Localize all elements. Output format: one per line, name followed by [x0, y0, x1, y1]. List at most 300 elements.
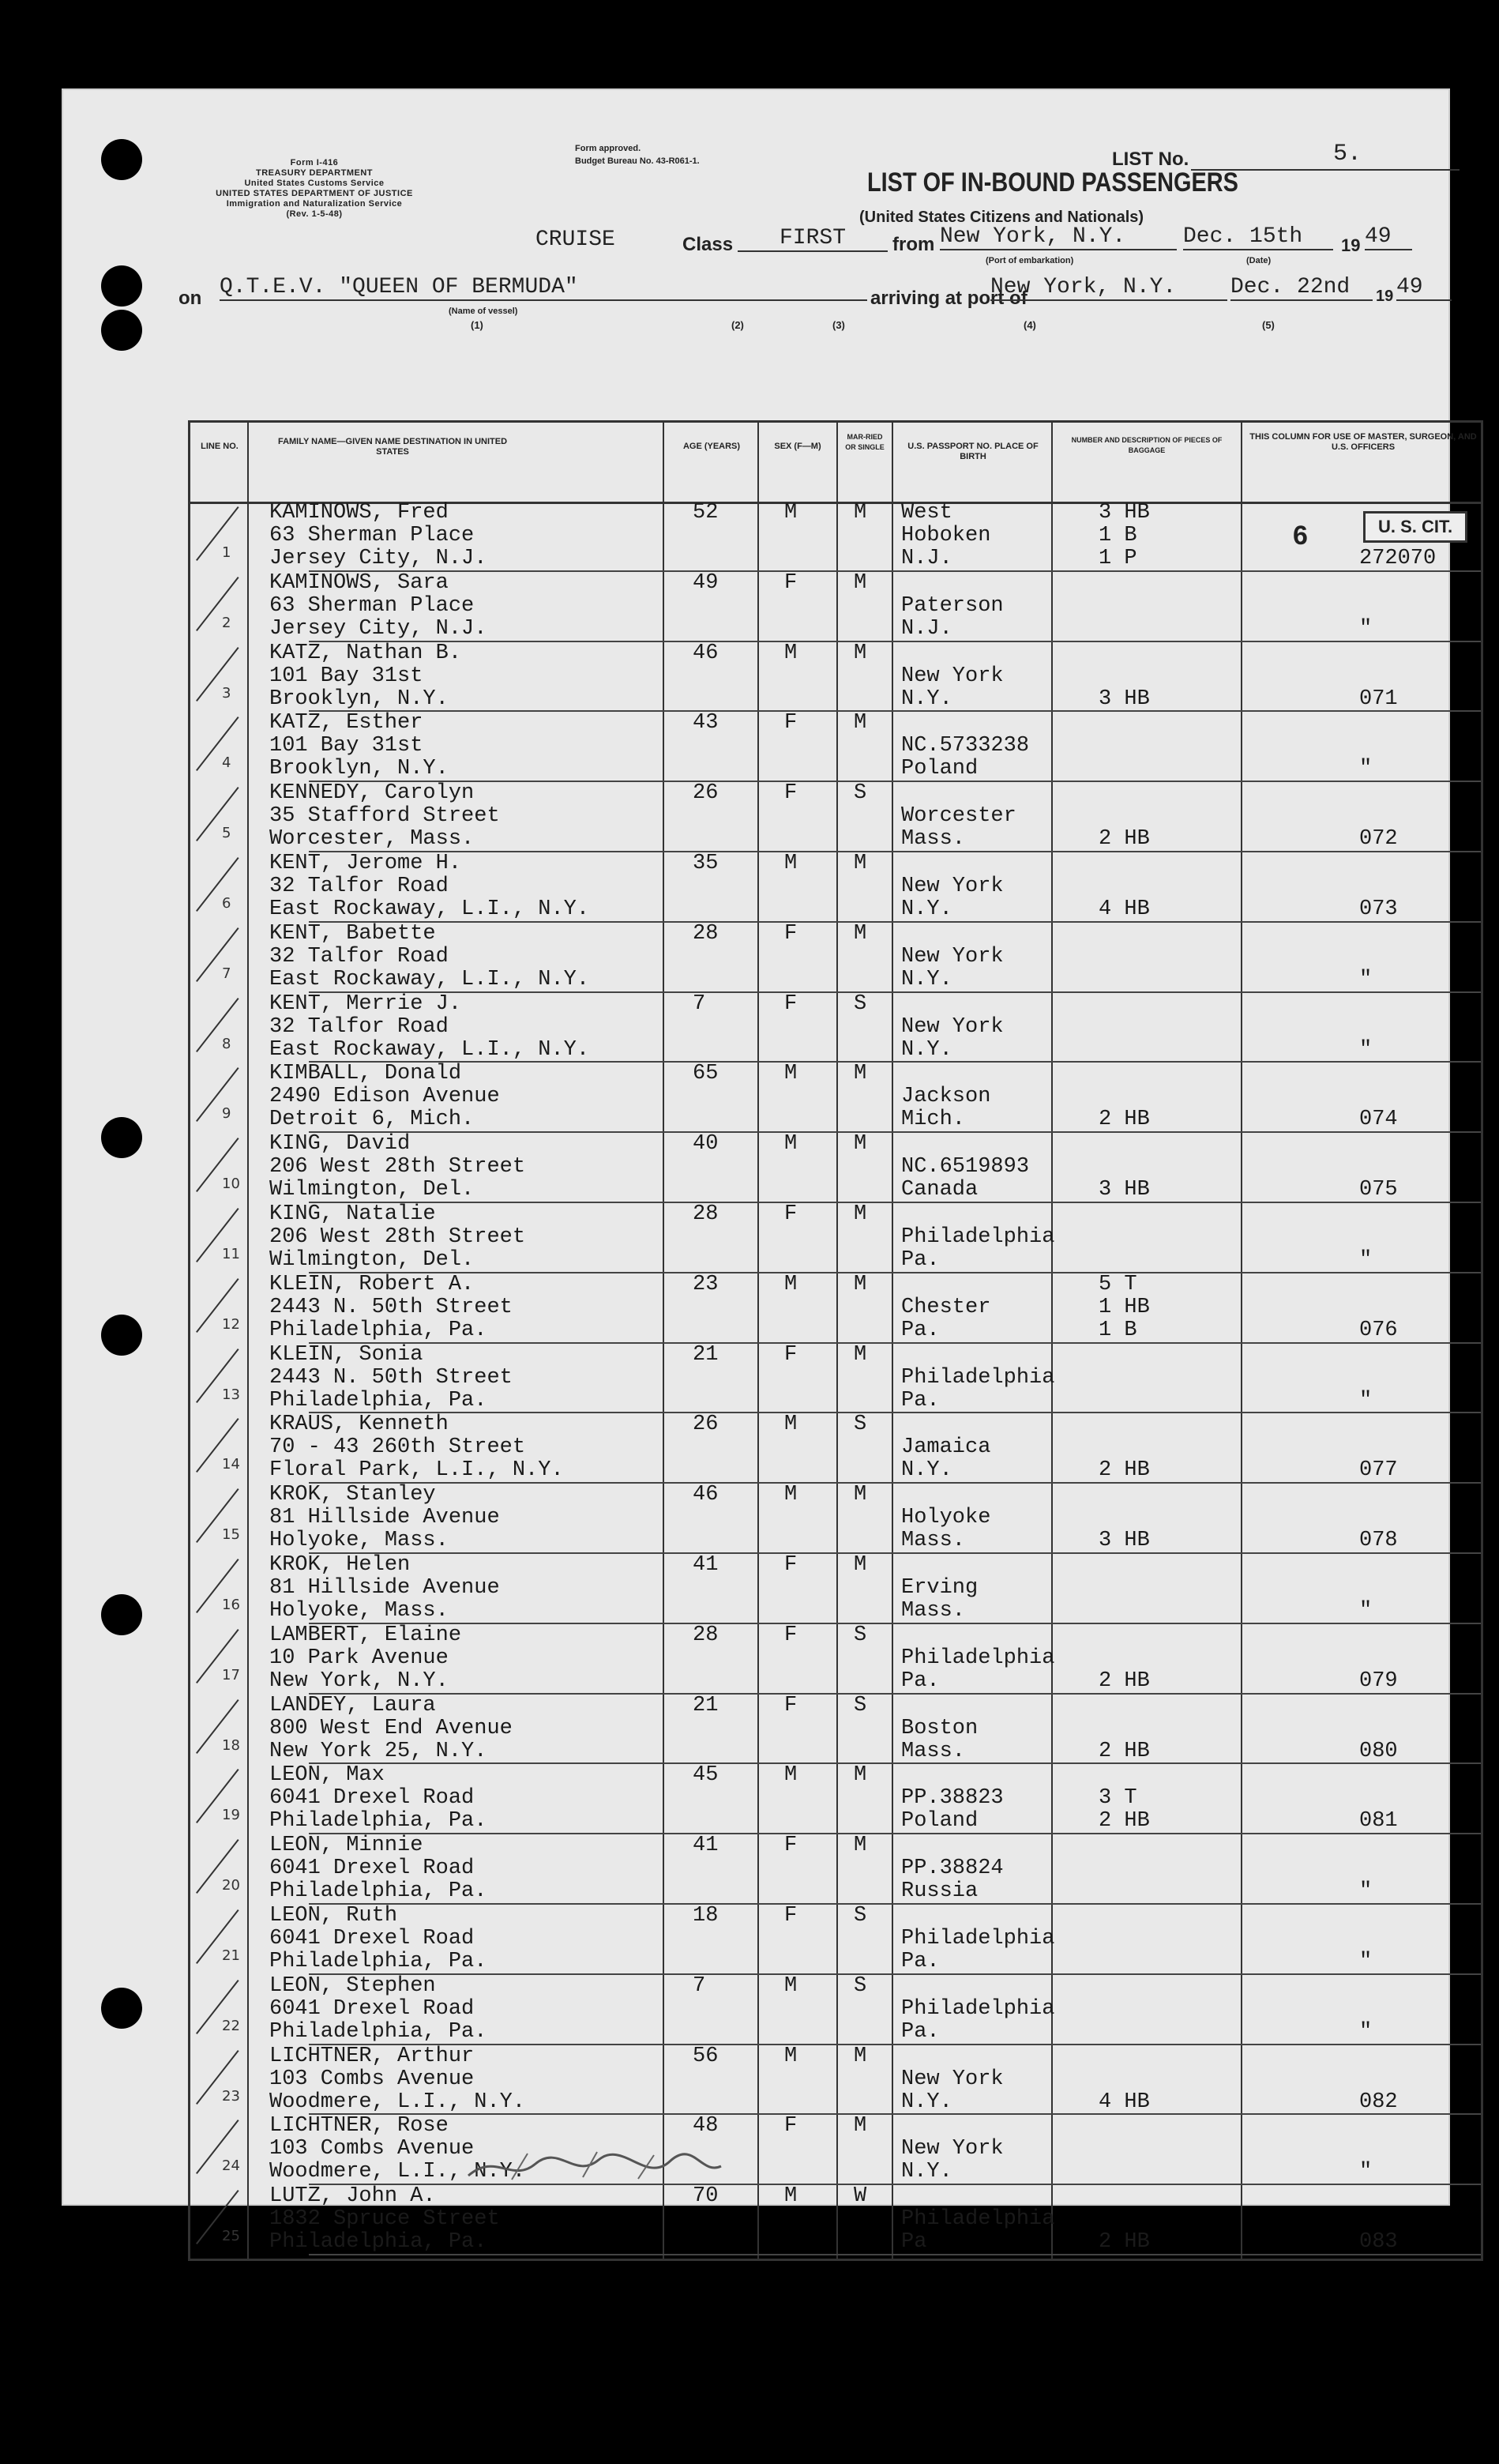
- address-line-2: Philadelphia, Pa.: [269, 1809, 487, 1834]
- port-embark-caption: (Port of embarkation): [986, 256, 1074, 265]
- passport-line-2: Paterson: [901, 593, 1004, 618]
- age-value: 28: [693, 1202, 719, 1226]
- justice-dept: UNITED STATES DEPARTMENT OF JUSTICE: [216, 189, 413, 198]
- address-line-1: 35 Stafford Street: [269, 804, 500, 829]
- table-row: [190, 1624, 1481, 1695]
- passport-line-2: Jamaica: [901, 1435, 991, 1460]
- marital-status: S: [854, 1623, 867, 1647]
- table-row: [190, 852, 1481, 923]
- check-tick: [196, 787, 239, 841]
- passport-line-3: Poland: [901, 1809, 979, 1834]
- check-tick: [196, 647, 239, 702]
- col-officers: THIS COLUMN FOR USE OF MASTER, SURGEON, AND U.S. OFFICERS: [1249, 432, 1477, 452]
- check-tick: [196, 927, 239, 982]
- col-number-4: (4): [1024, 319, 1036, 331]
- marital-status: M: [854, 1202, 867, 1226]
- passport-line-3: N.Y.: [901, 1037, 952, 1062]
- baggage-line-1: 3 HB: [1099, 501, 1150, 525]
- address-line-1: 6041 Drexel Road: [269, 1996, 475, 2021]
- baggage-line-3: 1 B: [1099, 1318, 1137, 1342]
- marital-status: M: [854, 852, 867, 875]
- line-number: 14: [222, 1456, 240, 1473]
- address-line-1: 2490 Edison Avenue: [269, 1085, 500, 1109]
- form-id-block: [188, 158, 441, 220]
- punch-hole: [101, 1988, 142, 2029]
- page-subtitle: (United States Citizens and Nationals): [859, 209, 1144, 226]
- manifest-sheet: [62, 88, 1477, 2255]
- marital-status: M: [854, 921, 867, 946]
- col-sex: SEX (F—M): [774, 442, 821, 451]
- passport-line-3: N.Y.: [901, 2090, 952, 2114]
- officer-number: ": [1359, 2019, 1373, 2044]
- col-married: MAR-RIED OR SINGLE: [845, 433, 885, 451]
- address-line-1: 32 Talfor Road: [269, 1014, 449, 1039]
- passport-line-2: New York: [901, 944, 1004, 969]
- passport-line-3: Russia: [901, 1879, 979, 1904]
- passenger-name: KLEIN, Robert A.: [269, 1272, 475, 1296]
- passenger-name: KENT, Jerome H.: [269, 852, 462, 875]
- marital-status: M: [854, 1834, 867, 1858]
- passport-line-3: Mass.: [901, 1739, 966, 1763]
- address-line-1: 10 Park Avenue: [269, 1646, 449, 1670]
- passenger-table: [188, 420, 1483, 2261]
- age-value: 23: [693, 1272, 719, 1296]
- cruise-label: CRUISE: [535, 228, 615, 252]
- address-line-1: 70 - 43 260th Street: [269, 1435, 526, 1460]
- col-number-2: (2): [731, 319, 744, 331]
- embark-port: New York, N.Y.: [940, 224, 1177, 250]
- address-line-2: Woodmere, L.I., N.Y.: [269, 2090, 526, 2114]
- marital-status: M: [854, 1272, 867, 1296]
- officer-number: ": [1359, 757, 1373, 781]
- sex-value: F: [784, 711, 798, 735]
- baggage-line-3: 2 HB: [1099, 1668, 1150, 1693]
- col-name: FAMILY NAME—GIVEN NAME DESTINATION IN UNITED STATES: [277, 437, 508, 457]
- table-row: [190, 923, 1481, 993]
- line-number: 22: [222, 2017, 240, 2034]
- sex-value: M: [784, 1973, 798, 1998]
- col-baggage: NUMBER AND DESCRIPTION OF PIECES OF BAGGAGE: [1071, 436, 1223, 454]
- col-number-3: (3): [832, 319, 845, 331]
- passport-line-2: New York: [901, 875, 1004, 898]
- sex-value: M: [784, 2184, 798, 2209]
- sex-value: M: [784, 1413, 798, 1437]
- check-tick: [196, 998, 239, 1052]
- page-title: LIST OF IN-BOUND PASSENGERS: [867, 167, 1238, 197]
- passport-line-3: Pa.: [901, 1248, 940, 1272]
- budget-bureau: Budget Bureau No. 43-R061-1.: [575, 156, 700, 166]
- age-value: 43: [693, 711, 719, 735]
- treasury-dept: TREASURY DEPARTMENT: [255, 168, 374, 178]
- passport-line-2: Philadelphia: [901, 1996, 1055, 2021]
- sex-value: M: [784, 501, 798, 525]
- passenger-name: LEON, Max: [269, 1763, 385, 1788]
- on-label: on: [178, 288, 202, 309]
- passport-line-3: Mass.: [901, 1599, 966, 1623]
- address-line-1: 81 Hillside Avenue: [269, 1506, 500, 1530]
- from-label: from: [892, 234, 935, 255]
- sex-value: F: [784, 1553, 798, 1577]
- address-line-2: Worcester, Mass.: [269, 827, 475, 852]
- check-tick: [196, 577, 239, 631]
- baggage-line-3: 2 HB: [1099, 827, 1150, 852]
- passenger-name: KING, David: [269, 1132, 411, 1157]
- table-row: [190, 1554, 1481, 1624]
- address-line-2: Holyoke, Mass.: [269, 1529, 449, 1553]
- passenger-name: LICHTNER, Rose: [269, 2114, 449, 2139]
- table-row: [190, 1905, 1481, 1975]
- group-mark: 6: [1293, 521, 1308, 551]
- table-row: [190, 572, 1481, 642]
- officer-number: 072: [1359, 827, 1398, 852]
- sex-value: F: [784, 1834, 798, 1858]
- line-number: 11: [222, 1246, 240, 1262]
- line-number: 8: [222, 1035, 231, 1052]
- passenger-name: KAMINOWS, Fred: [269, 501, 449, 525]
- address-line-1: 103 Combs Avenue: [269, 2137, 475, 2161]
- age-value: 56: [693, 2044, 719, 2068]
- address-line-2: Philadelphia, Pa.: [269, 1318, 487, 1342]
- sex-value: M: [784, 1483, 798, 1507]
- address-line-1: 32 Talfor Road: [269, 944, 449, 969]
- list-number-value: 5.: [1333, 141, 1362, 167]
- table-row: [190, 1063, 1481, 1133]
- line-number: 9: [222, 1105, 231, 1123]
- line-number: 13: [222, 1386, 240, 1403]
- baggage-line-2: 3 T: [1099, 1786, 1137, 1811]
- check-tick: [196, 717, 239, 771]
- address-line-2: Brooklyn, N.Y.: [269, 687, 449, 711]
- address-line-2: Philadelphia, Pa.: [269, 2019, 487, 2044]
- age-value: 41: [693, 1553, 719, 1577]
- sex-value: F: [784, 1904, 798, 1928]
- passenger-name: KIMBALL, Donald: [269, 1062, 462, 1086]
- marital-status: M: [854, 711, 867, 735]
- passport-line-2: Philadelphia: [901, 1927, 1055, 1951]
- line-number: 23: [222, 2087, 240, 2105]
- line-number: 5: [222, 825, 231, 842]
- passport-line-2: New York: [901, 2067, 1004, 2091]
- passport-line-2: PP.38824: [901, 1856, 1004, 1881]
- address-line-1: 101 Bay 31st: [269, 734, 423, 758]
- line-number: 18: [222, 1736, 240, 1754]
- col-age: AGE (YEARS): [682, 442, 741, 451]
- arriving-label: arriving at port of: [870, 288, 1028, 309]
- marital-status: M: [854, 1763, 867, 1788]
- sex-value: M: [784, 2044, 798, 2068]
- passport-line-2: Erving: [901, 1576, 979, 1600]
- passport-line-2: Chester: [901, 1295, 991, 1319]
- passenger-name: KAMINOWS, Sara: [269, 570, 449, 595]
- inspector-signature: [464, 2144, 725, 2191]
- baggage-line-3: 4 HB: [1099, 897, 1150, 921]
- age-value: 52: [693, 501, 719, 525]
- sex-value: F: [784, 2114, 798, 2139]
- baggage-line-3: 3 HB: [1099, 1178, 1150, 1202]
- table-row: [190, 1975, 1481, 2045]
- address-line-1: 2443 N. 50th Street: [269, 1295, 513, 1319]
- address-line-1: 101 Bay 31st: [269, 664, 423, 688]
- passenger-name: KENT, Babette: [269, 921, 436, 946]
- line-number: 6: [222, 895, 231, 912]
- address-line-2: East Rockaway, L.I., N.Y.: [269, 1037, 590, 1062]
- class-value: FIRST: [738, 226, 888, 252]
- passport-line-3: Mich.: [901, 1108, 966, 1132]
- form-number: Form I-416: [290, 158, 339, 167]
- baggage-line-2: 1 B: [1099, 524, 1137, 547]
- passport-line-2: New York: [901, 1014, 1004, 1039]
- officer-number: 081: [1359, 1809, 1398, 1834]
- passport-line-3: N.Y.: [901, 1458, 952, 1483]
- officer-number: ": [1359, 1879, 1373, 1904]
- passport-line-2: Philadelphia: [901, 1225, 1055, 1249]
- passport-line-2: Boston: [901, 1716, 979, 1740]
- citizen-stamp: U. S. CIT.: [1363, 511, 1467, 543]
- address-line-1: 63 Sherman Place: [269, 593, 475, 618]
- passenger-name: KENT, Merrie J.: [269, 991, 462, 1016]
- embark-year-prefix: 19: [1341, 235, 1361, 255]
- passenger-name: LUTZ, John A.: [269, 2184, 436, 2209]
- passenger-name: KATZ, Esther: [269, 711, 423, 735]
- address-line-2: Floral Park, L.I., N.Y.: [269, 1458, 564, 1483]
- line-number: 19: [222, 1807, 240, 1824]
- baggage-line-3: 1 P: [1099, 547, 1137, 570]
- age-value: 49: [693, 570, 719, 595]
- passenger-name: LEON, Stephen: [269, 1973, 436, 1998]
- passport-line-2: Holyoke: [901, 1506, 991, 1530]
- age-value: 21: [693, 1342, 719, 1367]
- address-line-2: Philadelphia, Pa.: [269, 1388, 487, 1413]
- address-line-2: New York 25, N.Y.: [269, 1739, 487, 1763]
- passport-line-2: Worcester: [901, 804, 1016, 829]
- address-line-2: Jersey City, N.J.: [269, 616, 487, 641]
- officer-number: 076: [1359, 1318, 1398, 1342]
- arrival-date: Dec. 22nd: [1230, 275, 1373, 301]
- passenger-name: LEON, Minnie: [269, 1834, 423, 1858]
- line-number: 7: [222, 965, 231, 982]
- passenger-name: KING, Natalie: [269, 1202, 436, 1226]
- officer-number: 082: [1359, 2090, 1398, 2114]
- passport-line-2: Philadelphia: [901, 1646, 1055, 1670]
- passport-line-2: NC.5733238: [901, 734, 1030, 758]
- table-row: [190, 712, 1481, 782]
- address-line-1: 6041 Drexel Road: [269, 1856, 475, 1881]
- passport-line-2: NC.6519893: [901, 1155, 1030, 1179]
- passport-line-3: Pa.: [901, 1668, 940, 1693]
- passport-line-1: West: [901, 501, 952, 525]
- officer-number: 080: [1359, 1739, 1398, 1763]
- punch-hole: [101, 265, 142, 307]
- passenger-name: KROK, Stanley: [269, 1483, 436, 1507]
- col-number-1: (1): [471, 319, 483, 331]
- sex-value: M: [784, 641, 798, 665]
- arrival-year-prefix: 19: [1376, 288, 1394, 305]
- passenger-name: LANDEY, Laura: [269, 1693, 436, 1717]
- passenger-name: LAMBERT, Elaine: [269, 1623, 462, 1647]
- passenger-name: KLEIN, Sonia: [269, 1342, 423, 1367]
- check-tick: [196, 506, 239, 561]
- sex-value: F: [784, 1693, 798, 1717]
- officer-number: ": [1359, 616, 1373, 641]
- form-revision: (Rev. 1-5-48): [286, 209, 343, 219]
- marital-status: M: [854, 1483, 867, 1507]
- officer-number: ": [1359, 967, 1373, 991]
- passport-line-2: New York: [901, 664, 1004, 688]
- age-value: 70: [693, 2184, 719, 2209]
- baggage-line-3: 2 HB: [1099, 2230, 1150, 2255]
- passport-line-3: N.J.: [901, 547, 952, 570]
- officer-number: ": [1359, 1037, 1373, 1062]
- passport-line-3: Pa.: [901, 1950, 940, 1973]
- passenger-name: KENNEDY, Carolyn: [269, 781, 475, 806]
- line-number: 1: [222, 544, 231, 561]
- sex-value: F: [784, 781, 798, 806]
- marital-status: M: [854, 2114, 867, 2139]
- officer-number: ": [1359, 1248, 1373, 1272]
- officer-number: ": [1359, 2160, 1373, 2184]
- embark-year: 49: [1365, 224, 1412, 250]
- age-value: 46: [693, 1483, 719, 1507]
- officer-number: 272070: [1359, 547, 1437, 570]
- officer-number: ": [1359, 1950, 1373, 1973]
- marital-status: S: [854, 1973, 867, 1998]
- ins-service: Immigration and Naturalization Service: [226, 199, 403, 209]
- passport-line-2: Jackson: [901, 1085, 991, 1109]
- age-value: 41: [693, 1834, 719, 1858]
- sex-value: F: [784, 1202, 798, 1226]
- passport-line-3: N.Y.: [901, 967, 952, 991]
- sex-value: M: [784, 1763, 798, 1788]
- baggage-line-3: 2 HB: [1099, 1809, 1150, 1834]
- address-line-2: New York, N.Y.: [269, 1668, 449, 1693]
- sex-value: M: [784, 1062, 798, 1086]
- address-line-2: Wilmington, Del.: [269, 1178, 475, 1202]
- baggage-line-3: 2 HB: [1099, 1739, 1150, 1763]
- marital-status: M: [854, 2044, 867, 2068]
- officer-number: 083: [1359, 2230, 1398, 2255]
- passport-line-2: Philadelphia: [901, 2207, 1055, 2232]
- officer-number: 077: [1359, 1458, 1398, 1483]
- check-tick: [196, 1067, 239, 1122]
- arrival-year: 49: [1396, 275, 1452, 301]
- address-line-2: Brooklyn, N.Y.: [269, 757, 449, 781]
- address-line-2: Philadelphia, Pa.: [269, 1879, 487, 1904]
- line-number: 21: [222, 1947, 240, 1964]
- passenger-name: KRAUS, Kenneth: [269, 1413, 449, 1437]
- table-row: [190, 1344, 1481, 1414]
- officer-number: 075: [1359, 1178, 1398, 1202]
- line-number: 25: [222, 2228, 240, 2245]
- address-line-2: Wilmington, Del.: [269, 1248, 475, 1272]
- address-line-1: 800 West End Avenue: [269, 1716, 513, 1740]
- passport-line-3: N.Y.: [901, 897, 952, 921]
- address-line-2: Woodmere, L.I., N.Y.: [269, 2160, 526, 2184]
- line-number: 2: [222, 614, 231, 631]
- address-line-1: 206 West 28th Street: [269, 1155, 526, 1179]
- baggage-line-2: 1 HB: [1099, 1295, 1150, 1319]
- sex-value: M: [784, 1272, 798, 1296]
- passport-line-3: N.J.: [901, 616, 952, 641]
- table-row: [190, 1203, 1481, 1273]
- list-number: [1191, 137, 1460, 171]
- form-approved: Form approved.: [575, 144, 641, 153]
- address-line-1: 81 Hillside Avenue: [269, 1576, 500, 1600]
- passenger-name: LICHTNER, Arthur: [269, 2044, 475, 2068]
- address-line-2: Jersey City, N.J.: [269, 547, 487, 570]
- sex-value: F: [784, 1623, 798, 1647]
- passport-line-3: Pa.: [901, 1388, 940, 1413]
- marital-status: S: [854, 991, 867, 1016]
- table-row: [190, 1695, 1481, 1765]
- table-row: [190, 782, 1481, 852]
- col-line-no: LINE NO.: [201, 442, 239, 451]
- passport-line-3: N.Y.: [901, 2160, 952, 2184]
- address-line-1: 103 Combs Avenue: [269, 2067, 475, 2091]
- line-number: 24: [222, 2157, 240, 2175]
- sex-value: F: [784, 570, 798, 595]
- line-number: 15: [222, 1526, 240, 1544]
- punch-hole: [101, 1594, 142, 1635]
- line-number: 17: [222, 1666, 240, 1683]
- line-number: 3: [222, 684, 231, 702]
- age-value: 48: [693, 2114, 719, 2139]
- table-row: [190, 1413, 1481, 1484]
- marital-status: M: [854, 1132, 867, 1157]
- officer-number: 078: [1359, 1529, 1398, 1553]
- age-value: 45: [693, 1763, 719, 1788]
- address-line-1: 1832 Spruce Street: [269, 2207, 500, 2232]
- address-line-2: East Rockaway, L.I., N.Y.: [269, 967, 590, 991]
- punch-hole: [101, 1315, 142, 1356]
- address-line-1: 2443 N. 50th Street: [269, 1365, 513, 1390]
- marital-status: W: [854, 2184, 867, 2209]
- marital-status: M: [854, 501, 867, 525]
- vessel-name: Q.T.E.V. "QUEEN OF BERMUDA": [220, 275, 867, 301]
- arrival-port: New York, N.Y.: [990, 275, 1227, 301]
- passport-line-2: Hoboken: [901, 524, 991, 547]
- sex-value: F: [784, 991, 798, 1016]
- col-passport: U.S. PASSPORT NO. PLACE OF BIRTH: [907, 442, 1039, 461]
- vessel-caption: (Name of vessel): [449, 307, 518, 316]
- age-value: 18: [693, 1904, 719, 1928]
- marital-status: M: [854, 1342, 867, 1367]
- table-row: [190, 1764, 1481, 1834]
- address-line-2: Philadelphia, Pa.: [269, 2230, 487, 2255]
- table-row: [190, 1834, 1481, 1905]
- passport-line-3: Pa: [901, 2230, 927, 2255]
- customs-service: United States Customs Service: [244, 179, 385, 188]
- sex-value: M: [784, 1132, 798, 1157]
- table-row: [190, 1484, 1481, 1554]
- officer-number: ": [1359, 1388, 1373, 1413]
- class-label: Class: [682, 234, 734, 255]
- age-value: 26: [693, 781, 719, 806]
- address-line-2: Holyoke, Mass.: [269, 1599, 449, 1623]
- sex-value: M: [784, 852, 798, 875]
- officer-number: 073: [1359, 897, 1398, 921]
- check-tick: [196, 857, 239, 912]
- baggage-line-3: 4 HB: [1099, 2090, 1150, 2114]
- list-label: LIST No.: [1112, 149, 1189, 170]
- age-value: 21: [693, 1693, 719, 1717]
- line-number: 20: [222, 1877, 240, 1894]
- address-line-1: 206 West 28th Street: [269, 1225, 526, 1249]
- table-row: [190, 502, 1481, 572]
- table-row: [190, 642, 1481, 713]
- baggage-line-3: 3 HB: [1099, 1529, 1150, 1553]
- address-line-1: 6041 Drexel Road: [269, 1927, 475, 1951]
- age-value: 46: [693, 641, 719, 665]
